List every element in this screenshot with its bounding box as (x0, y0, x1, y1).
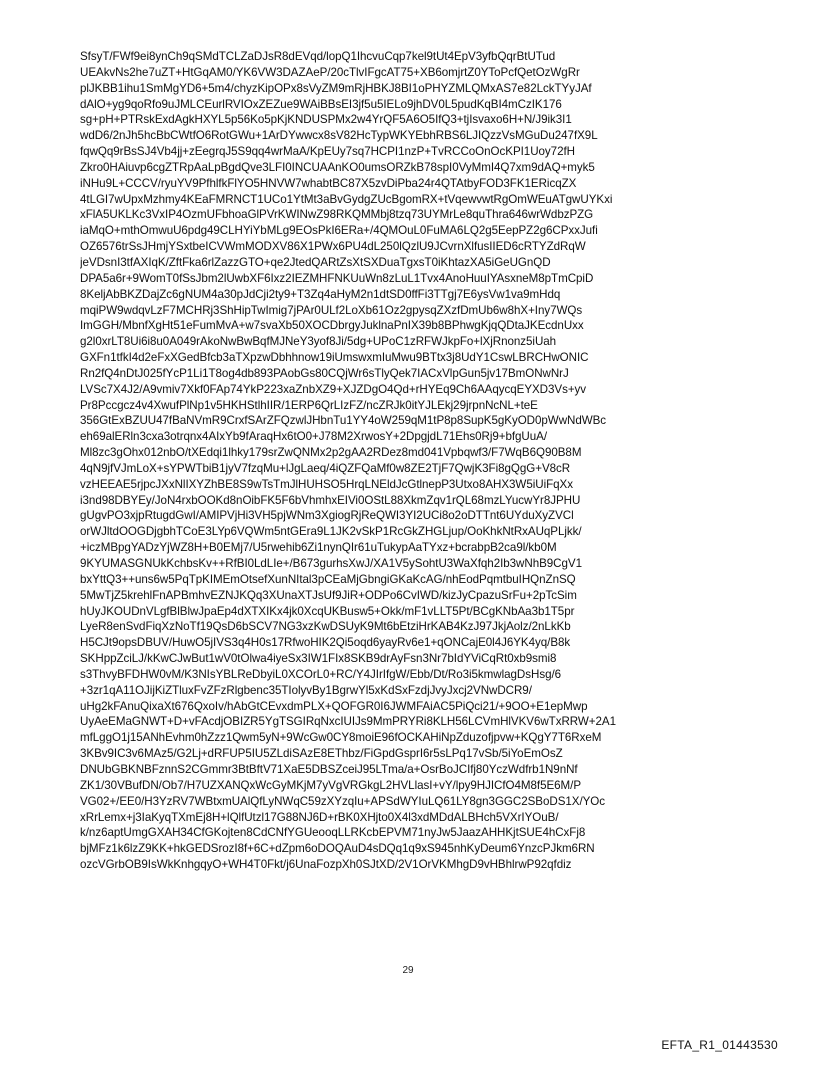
text-line: i3nd98DBYEy/JoN4rxbOOKd8nOibFK5F6bVhmhxEIVi0OStL88XkmZqv1rQL68mzLYucwYr8JPHU (80, 493, 581, 507)
text-line: 9KYUMASGNUkKchbsKv++RfBI0LdLIe+/B673gurhsXwJ/XA1V5ySohtU3WaXfqh2Ib3wNhB9CgV1 (80, 557, 582, 570)
text-line: SfsyT/FWf9ei8ynCh9qSMdTCLZaDJsR8dEVqd/lopQ1IhcvuCqp7kel9tUt4EpV3yfbQqrBtUTud (80, 50, 556, 63)
text-line: mqiPW9wdqvLzF7MCHRj3ShHipTwImig7jPAr0ULf2LoXb61Oz2gpysqZXzfDmUb6w8hX+Iny7WQs (80, 303, 583, 317)
text-line: Zkro0HAiuvp6cgZTRpAaLpBgdQve3LFI0INCUAAnKO0umsORZkB78spI0VyMmI4Q7xm9dAQ+myk5 (80, 160, 595, 174)
text-line: hUyJKOUDnVLgfBlBlwJpaEp4dXTXIKx4jk0XcqUKBusw5+Okk/mF1vLLT5Pt/BCgKNbAa3b1T5pr (80, 604, 575, 618)
text-line: UyAeEMaGNWT+D+vFAcdjOBIZR5YgTSGIRqNxcIUIJs9MmPRYRi8KLH56LCVmHlVKV6wTxRRW+2A1 (80, 715, 616, 729)
text-line: iNHu9L+CCCV/ryuYV9PfhlfkFlYO5HNVW7whabtBC87X5zvDiPba24r4QTAtbyFOD3FK1ERicqZX (80, 176, 577, 190)
text-line: DNUbGBKNBFznnS2CGmmr3BtBftV71XaE5DBSZceiJ95LTma/a+OsrBoJCIfj80YczWdfrb1N9nNf (80, 762, 578, 776)
text-line: 8KeljAbBKZDajZc6gNUM4a30pJdCji2ty9+T3Zq4aHyM2n1dtSD0ffFi3TTgj7E6ysVw1va9mHdq (80, 287, 561, 301)
encoded-text-block (80, 49, 780, 873)
text-line: Ml8zc3gOhx012nbO/tXEdqi1lhky179srZwQNMx2p2gAA2RDez8md041Vpbqwf3/F7WqB6Q90B8M (80, 446, 582, 460)
text-line: eh69alERln3cxa3otrqnx4AIxYb9fAraqHx6tO0+J78M2XrwosY+2DpgjdL71Ehs0Rj9+bfgUuA/ (80, 430, 547, 444)
text-line: Pr8Pccgcz4v4XwufPlNp1v5HKHStlhIIR/1ERP6QrLIzFZ/ncZRJk0itYJLEkj29jrpnNcNL+teE (80, 398, 538, 412)
text-line: UEAkvNs2he7uZT+HtGqAM0/YK6VW3DAZAeP/20cTlvIFgcAT75+XB6omjrtZ0YToPcfQetOzWgRr (80, 65, 580, 79)
text-line: bjMFz1k6lzZ9KK+hkGEDSrozI8f+6C+dZpm6oDOQAuD4sDQq1q9xS945nhKyDeum6YnzcPJkm6RN (80, 842, 595, 856)
text-line: 5MwTjZ5krehlFnAPBmhvEZNJKQq3XUnaXTJsUf9JiR+ODPo6CvIWD/kizJyCpazuSrFu+2pTcSim (80, 588, 577, 602)
text-line: DPA5a6r+9WomT0fSsJbm2lUwbXF6Ixz2IEZMHFNKUuWn8zLuL1Tvx4AnoHuuIYAsxneM8pTmCpiD (80, 271, 594, 285)
text-line: mfLggO1j15ANhEvhm0hZzz1Qwm5yN+9WcGw0CY8moiE96fOCKAHiNpZduzofjpvw+KQgY7T6RxeM (80, 731, 602, 745)
text-line: ImGGH/MbnfXgHt51eFumMvA+w7svaXb50XOCDbrgyJuklnaPnIX39b8BPhwgKjqQDtaJKEcdnUxx (80, 319, 584, 333)
text-line: +iczMBpgYADzYjWZ8H+B0EMj7/U5rwehib6Zi1nynQIr61uTukypAaTYxz+bcrabpB2ca9l/kb0M (80, 541, 557, 555)
text-line: OZ6576trSsJHmjYSxtbeICVWmMODXV86X1PWx6PU4dL250lQzlU9JCvrnXlfusIIED6cRTYZdRqW (80, 240, 586, 254)
text-line: sg+pH+PTRskExdAgkHXYL5p56Ko5pKjKNDUSPMx2w4YrQF5A6O5IfQ3+tjIsvaxo6H+N/J9ik3I1 (80, 113, 572, 127)
text-line: 4tLGI7wUpxMzhmy4KEaFMRNCT1UCo1YtMt3aBvGydgZUcBgomRX+tVqewvwtRgOmWEuATgwUYKxi (80, 192, 613, 206)
text-line: jeVDsnI3tfAXIqK/ZftFka6rlZazzGTO+qe2JtedQARtZsXtSXDuaTgxsT0iKhtazXA5iGeUGnQD (80, 255, 551, 269)
text-line: 4qN9jfVJmLoX+sYPWTbiB1jyV7fzqMu+lJgLaeq/4iQZFQaMf0w8ZE2TjF7QwjK3Fi8gQgG+V8cR (80, 461, 571, 475)
text-line: +3zr1qA11OJijKiZTluxFvZFzRlgbenc35TIolyvBy1BgrwYl5xKdSxFzdjJvyJxcj2VNwDCR9/ (80, 683, 532, 697)
text-line: uHg2kFAnuQixaXt676QxoIv/hAbGtCEvxdmPLX+QOFGR0I6JWMFAiAC5PiQci21/+9OO+E1epMwp (80, 699, 588, 713)
text-line: ozcVGrbOB9IsWkKnhgqyO+WH4T0Fkt/j6UnaFozpXh0SJtXD/2V1OrVKMhgD9vHBhlrwP92qfdiz (80, 858, 572, 872)
text-line: s3ThvyBFDHW0vM/K3NIsYBLReDbyiL0XCOrL0+RC/Y4JIrIfgW/Ebb/Dt/Ro3i5kmwlagDsHsg/6 (80, 667, 562, 681)
document-id-stamp: EFTA_R1_01443530 (661, 1038, 778, 1052)
text-line: iaMqO+mthOmwuU6pdg49CLHYiYbMLg9EOsPkI6ERa+/4QMOuL0FuMA6LQ2g5EepPZ2g6CPxxJufi (80, 224, 598, 238)
text-line: Rn2fQ4nDtJ025fYcP1Li1T8og4db893PAobGs80CQjWr6sTlyQek7IACxVlpGun5jv17BmONwNrJ (80, 366, 569, 380)
text-line: fqwQq9rBsSJ4Vb4jj+zEegrqJ5S9qq4wrMaA/KpEUy7sq7HCPI1nzP+TvRCCoOnOcKPI1Uoy72fH (80, 145, 575, 159)
page-number: 29 (402, 965, 414, 976)
text-line: orWJltdOOGDjgbhTCoE3LYp6VQWm5ntGEra9L1JK2vSkP1RcGkZHGLjup/OoKhkNtRxAUqPLjkk/ (80, 525, 582, 539)
text-line: H5CJt9opsDBUV/HuwO5jIVS3q4H0s17RfwoHIK2Qi5oqd6yayRv6e1+qONCajE0l4J6YK4yq/B8k (80, 636, 571, 650)
text-line: GXFn1tfkI4d2eFxXGedBfcb3aTXpzwDbhhnow19iUmswxmIuMwu9BTtx3j8UdY1CswLBRCHwONIC (80, 351, 589, 365)
text-line: LVSc7X4J2/A9vmiv7Xkf0FAp74YkP223xaZnbXZ9+XJZDgO4Qd+rHYEq9Ch6AAqycqEYXD3Vs+yv (80, 382, 587, 396)
text-line: bxYttQ3++uns6w5PqTpKIMEmOtsefXunNItal3pCEaMjGbngiGKaKcAG/nhEodPqmtbuIHQnZnSQ (80, 572, 576, 586)
text-line: 3KBv9IC3v6MAz5/G2Lj+dRFUP5IU5ZLdiSAzE8EThbz/FiGpdGsprI6r5sLPq17vSb/5iYoEmOsZ (80, 747, 563, 761)
text-line: LyeR8enSvdFiqXzNoTf19QsD6bSCV7NG3xzKwDSUyK9Mt6bEtziHrKAB4KzJ97JkjAolz/2nLkKb (80, 620, 571, 634)
text-line: k/nz6aptUmgGXAH34CfGKojten8CdCNfYGUeooqLLRKcbEPVM71nyJw5JaazAHHKjtSUE4hCxFj8 (80, 826, 586, 840)
text-line: xRrLemx+j3IaKyqTXmEj8H+lQlfUtzl17G88NJ6D+rBK0XHjto0X4l3xdMDdALBHch5VXrIYOuB/ (80, 810, 559, 824)
text-line: ZK1/30VBufDN/Ob7/H7UZXANQxWcGyMKjM7yVgVRGkgL2HVLlasI+vY/lpy9HJICfO4M8f5E6M/P (80, 778, 582, 792)
text-line: SKHppZciLJ/kKwCJwBut1wV0tOlwa4iyeSx3IW1FIx8SKB9drAyFsn3Nr7bIdYViCqRt0xb9smi8 (80, 652, 557, 666)
text-line: plJKBB1ihu1SmMgYD6+5m4/chyzKipOPx8sVyZM9mRjHBKJ8BI1oPHYZMLQMxAS7e82LckTYyJAf (80, 81, 592, 95)
text-line: dAlO+yg9qoRfo9uJMLCEurlRVIOxZEZue9WAiBBsEI3jf5u5IELo9jhDV0L5pudKqBI4mCzIK176 (80, 97, 562, 111)
text-line: xFlA5UKLKc3VxIP4OzmUFbhoaGlPVrKWINwZ98RKQMMbj8tzq73UYMrLe8quThra646wrWdbzPZG (80, 208, 594, 222)
text-line: g2l0xrLT8Ui6i8u0A049rAkoNwBwBqfMJNeY3yof8Ji/5dg+UPoC1zRFWJkpFo+lXjRnonz5iUah (80, 335, 557, 349)
text-line: vzHEEAE5rjpcJXxNlIXYZhBE8S9wTsTmJlHUHSO5HrqLNEldJcGtlnepP3Utxo8AHX3W5iUiFqXx (80, 477, 573, 491)
text-line: 356GtExBZUU47fBaNVmR9CrxfSArZFQzwlJHbnTu1YY4oW259qM1tP8p8SupK5gKyOD0pWwNdWBc (80, 414, 607, 428)
text-line: VG02+/EE0/H3YzRV7WBtxmUAlQfLyNWqC59zXYzqIu+APSdWYIuLQ61LY8gn3GGC2SBoDS1X/YOc (80, 794, 606, 808)
text-line: wdD6/2nJh5hcBbCWtfO6RotGWu+1ArDYwwcx8sV82HcTypWKYEbhRBS6LJIQzzVsMGuDu247fX9L (80, 129, 598, 143)
text-line: gUgvPO3xjpRtugdGwI/AMIPVjHi3VH5pjWNm3XgiogRjReQWI3YI2UCi8o2oDTTnt6UYduXyZVCl (80, 509, 574, 523)
